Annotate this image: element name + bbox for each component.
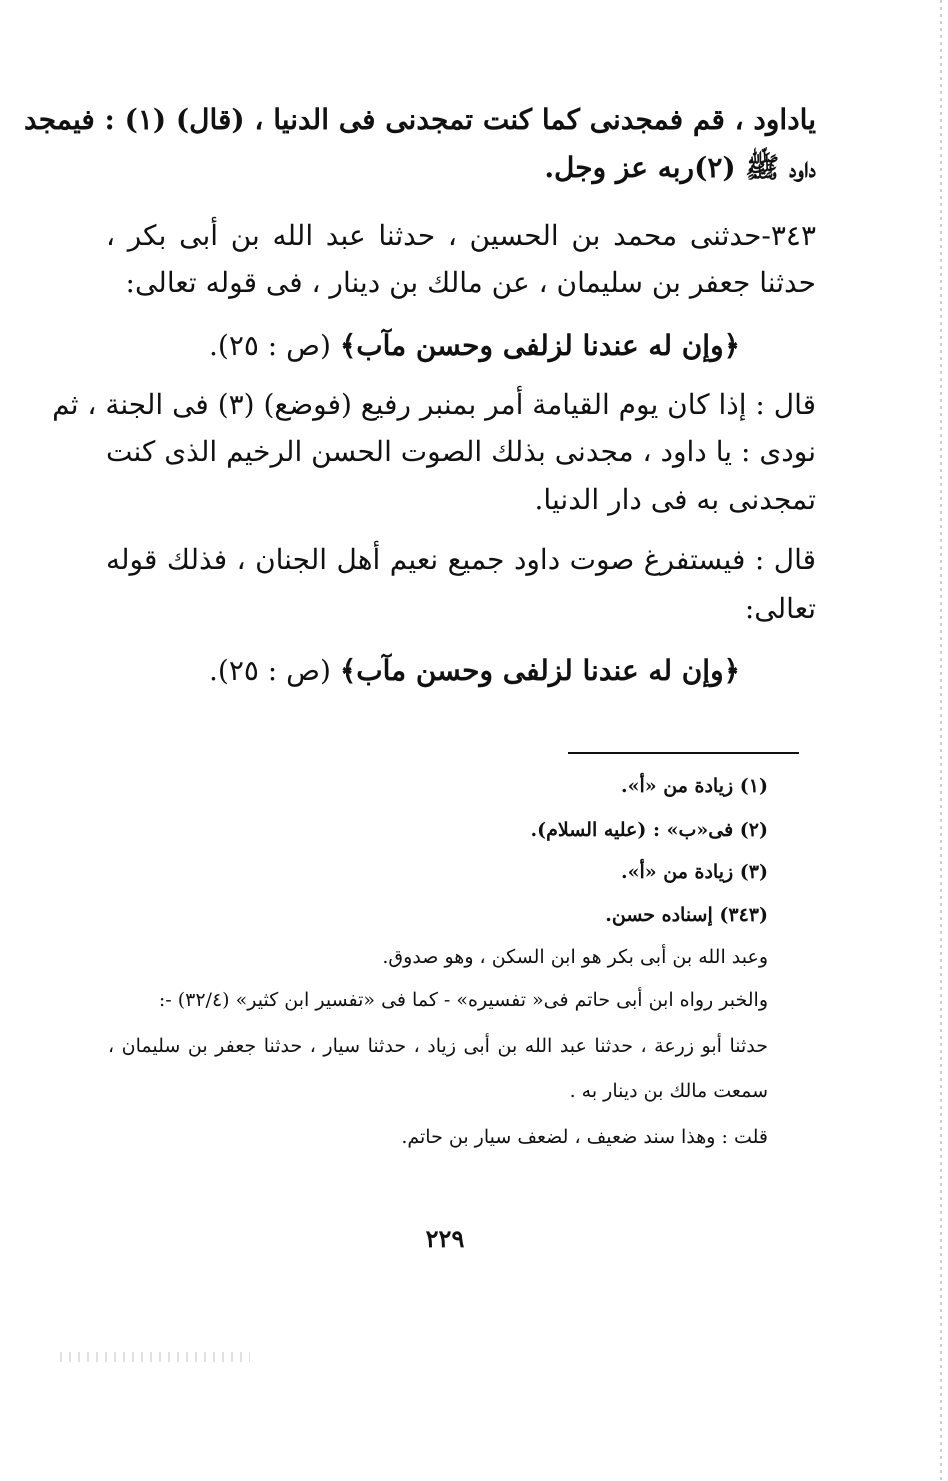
main-line-1: ياداود ، قم فمجدنى كما كنت تمجدنى فى الدنيا ، (قال) (١) : فيمجد bbox=[24, 103, 816, 136]
hadith-343-line-2: حدثنا جعفر بن سليمان ، عن مالك بن دينار ، فى قوله تعالى: bbox=[125, 266, 816, 299]
footnote-9: قلت : وهذا سند ضعيف ، لضعف سيار بن حاتم. bbox=[401, 1126, 768, 1148]
quran-quote-1 bbox=[209, 329, 740, 362]
main-line-7: تمجدنى به فى دار الدنيا. bbox=[534, 483, 816, 516]
main-line-6: نودى : يا داود ، مجدنى بذلك الصوت الحسن الرخيم الذى كنت bbox=[106, 435, 816, 468]
main-line-2: داود ﷺ (٢)ربه عز وجل. bbox=[544, 151, 816, 184]
footnote-2: (٢) فى«ب» : (عليه السلام). bbox=[530, 819, 768, 841]
main-line-9: تعالى: bbox=[744, 592, 816, 625]
footnote-5: وعبد الله بن أبى بكر هو ابن السكن ، وهو صدوق. bbox=[382, 946, 768, 968]
footnote-6: والخبر رواه ابن أبى حاتم فى« تفسيره» - كما فى «تفسير ابن كثير» (٣٢/٤) -: bbox=[158, 989, 768, 1011]
footnote-7: حدثنا أبو زرعة ، حدثنا عبد الله بن أبى زياد ، حدثنا سيار ، حدثنا جعفر بن سليمان ، bbox=[108, 1035, 768, 1057]
page-number: ٢٢٩ bbox=[425, 1224, 465, 1253]
scan-speckles bbox=[60, 1352, 250, 1362]
footnote-4: (٣٤٣) إسناده حسن. bbox=[605, 904, 768, 926]
footnote-divider bbox=[568, 752, 799, 754]
footnote-1: (١) زيادة من «أ». bbox=[620, 775, 768, 797]
footnote-3: (٣) زيادة من «أ». bbox=[620, 861, 768, 883]
main-line-5: قال : إذا كان يوم القيامة أمر بمنبر رفيع (فوضع) (٣) فى الجنة ، ثم bbox=[52, 388, 816, 421]
quran-verse-2: ﴿وإن له عندنا لزلفى وحسن مآب﴾ bbox=[339, 654, 740, 687]
hadith-343-line-1: ٣٤٣-حدثنى محمد بن الحسين ، حدثنا عبد الله بن أبى بكر ، bbox=[106, 219, 816, 252]
main-line-8: قال : فيستفرغ صوت داود جميع نعيم أهل الجنان ، فذلك قوله bbox=[106, 543, 816, 576]
quran-reference-2: (ص : ٢٥). bbox=[209, 654, 331, 687]
footnote-8: سمعت مالك بن دينار به . bbox=[569, 1080, 768, 1102]
quran-verse-1: ﴿وإن له عندنا لزلفى وحسن مآب﴾ bbox=[339, 329, 740, 362]
page-edge-marks bbox=[940, 0, 942, 1481]
quran-reference-1: (ص : ٢٥). bbox=[209, 329, 331, 362]
quran-quote-2 bbox=[209, 654, 740, 687]
